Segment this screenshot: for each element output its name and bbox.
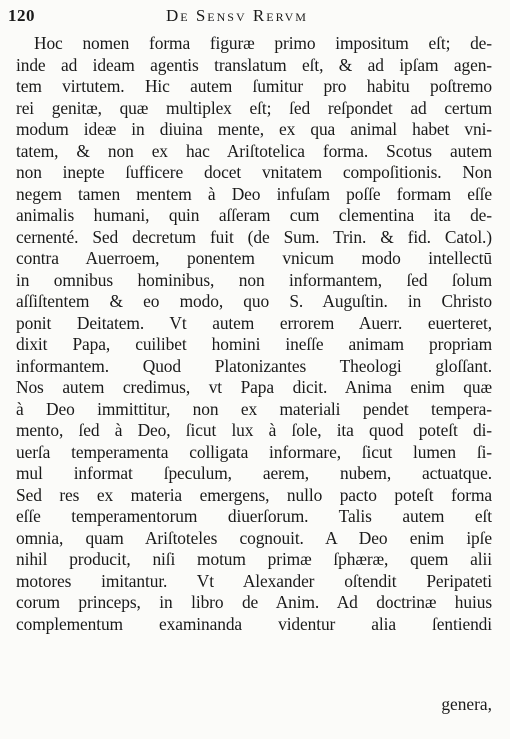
text-line: corum princeps, in libro de Anim. Ad doctrinæ huius	[16, 592, 492, 612]
text-line: in omnibus hominibus, non informantem, ſed ſolum	[16, 269, 492, 290]
text-line: tem virtutem. Hic autem ſumitur pro habitu poſtremo	[16, 76, 492, 96]
running-head	[8, 6, 496, 30]
text-line: negem tamen mentem à Deo infuſam poſſe formam eſſe	[16, 183, 492, 204]
text-line: tatem, & non ex hac Ariſtotelica forma. Scotus autem	[16, 140, 492, 161]
text-line: à Deo immittitur, non ex materiali pendet tempera-	[16, 398, 492, 419]
text-line: animalis humani, quin aſſeram cum clementina ita de-	[16, 205, 492, 225]
body-text	[16, 33, 492, 635]
text-line: eſſe temperamentorum diuerſorum. Talis autem eſt	[16, 506, 492, 526]
text-line: Nos autem credimus, vt Papa dicit. Anima enim quæ	[16, 377, 492, 397]
catchword: genera,	[441, 694, 492, 714]
text-line: dixit Papa, cuilibet homini ineſſe animam propriam	[16, 334, 492, 354]
text-line: Hoc nomen forma figuræ primo impositum eſt; de-	[34, 33, 492, 53]
text-line: contra Auerroem, ponentem vnicum modo intellectū	[16, 248, 492, 268]
page-number: 120	[8, 6, 35, 25]
text-line: uerſa temperamenta colligata informare, ſicut lumen ſi-	[16, 441, 492, 462]
text-line: complementum examinanda videntur alia ſentiendi	[16, 613, 492, 634]
text-line: mento, ſed à Deo, ſicut lux à ſole, ita quod poteſt di-	[16, 420, 492, 440]
text-line: rei genitæ, quæ multiplex eſt; ſed reſpondet ad certum	[16, 97, 492, 118]
text-line: modum ideæ in diuina mente, ex qua animal habet vni-	[16, 119, 492, 139]
text-line: nihil producit, niſi motum primæ ſphæræ, quem alii	[16, 549, 492, 569]
text-line: non inepte ſufficere docet vnitatem compoſitionis. Non	[16, 162, 492, 182]
text-line: motores imitantur. Vt Alexander oſtendit Peripateti	[16, 570, 492, 591]
running-title: De Sensv Rervm	[166, 6, 308, 25]
text-line: Sed res ex materia emergens, nullo pacto poteſt forma	[16, 484, 492, 505]
text-line: omnia, quam Ariſtoteles cognouit. A Deo enim ipſe	[16, 527, 492, 548]
text-line: aſſiſtentem & eo modo, quo S. Auguſtin. in Christo	[16, 291, 492, 311]
text-line: cernenté. Sed decretum fuit (de Sum. Trin. & fid. Catol.)	[16, 226, 492, 247]
text-line: inde ad ideam agentis translatum eſt, & ad ipſam agen-	[16, 54, 492, 75]
text-line: mul informat ſpeculum, aerem, nubem, actuatque.	[16, 463, 492, 483]
text-line: ponit Deitatem. Vt autem errorem Auerr. euerteret,	[16, 312, 492, 333]
text-line: informantem. Quod Platonizantes Theologi gloſſant.	[16, 355, 492, 376]
